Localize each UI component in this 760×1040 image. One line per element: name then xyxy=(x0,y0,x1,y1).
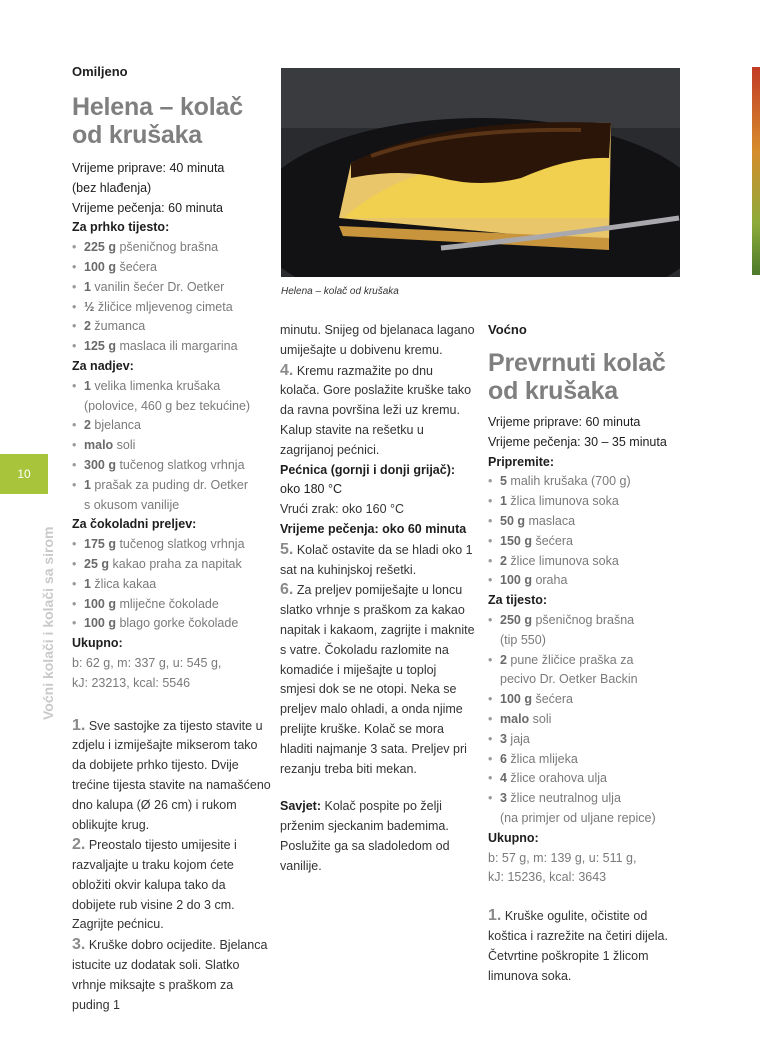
step-text: Kremu razmažite po dnu kolača. Gore poslažite kruške tako da ravna površina leži uz kremu. Kalup stavite na rešetku u zagrijanoj pećnici. xyxy=(280,363,472,457)
ingredient-text: pšeničnog brašna xyxy=(531,612,635,627)
ingredient-text: maslaca ili margarina xyxy=(115,339,238,354)
ingredient-item xyxy=(488,512,680,532)
ingredient-item xyxy=(72,476,272,516)
ingredient-item xyxy=(488,750,680,770)
ingredient-item xyxy=(488,730,680,750)
ingredient-amount: 100 g xyxy=(500,573,532,588)
recipe1-bake-time: Vrijeme pečenja: 60 minuta xyxy=(72,200,224,215)
ingredient-amount: 2 xyxy=(500,652,507,667)
ingredient-amount: 125 g xyxy=(84,339,116,354)
recipe1-group3-title: Za čokoladni preljev: xyxy=(72,517,197,532)
ingredient-text: žličice mljevenog cimeta xyxy=(94,299,233,314)
step-number: 2. xyxy=(72,836,86,854)
recipe1-total-line1: b: 62 g, m: 337 g, u: 545 g, xyxy=(72,655,222,670)
recipe1-prep-note: (bez hlađenja) xyxy=(72,180,152,195)
ingredient-note: (na primjer od uljane repice) xyxy=(500,810,656,825)
ingredient-amount: 1 xyxy=(84,576,91,591)
ingredient-text: žlice limunova soka xyxy=(506,553,619,568)
ingredient-item xyxy=(488,789,680,829)
recipe2-group1-list xyxy=(488,472,680,591)
recipe1-total-title: Ukupno: xyxy=(72,636,123,651)
ingredient-item xyxy=(72,555,272,575)
ingredient-amount: 2 xyxy=(84,418,91,433)
recipe1-step1 xyxy=(72,716,272,836)
step-number: 5. xyxy=(280,540,294,558)
recipe1-steps-col1 xyxy=(72,716,272,1016)
ingredient-item xyxy=(488,611,680,651)
step-number: 6. xyxy=(280,581,294,599)
ingredient-text: pune žličice praška za xyxy=(506,652,634,667)
step-number: 1. xyxy=(72,716,86,734)
oven-setting-3: Vrući zrak: oko 160 °C xyxy=(280,502,405,517)
ingredient-text: soli xyxy=(113,438,136,453)
ingredient-amount: 3 xyxy=(500,731,507,746)
recipe2-title-line1: Prevrnuti kolač xyxy=(488,349,666,377)
ingredient-amount: 1 xyxy=(500,494,507,509)
recipe1-step5 xyxy=(280,540,475,581)
recipe1-group2-list xyxy=(72,377,272,516)
recipe1-total-line2: kJ: 23213, kcal: 5546 xyxy=(72,675,191,690)
recipe2-column xyxy=(488,322,680,986)
recipe1-eyebrow: Omiljeno xyxy=(72,64,128,79)
cake-photo xyxy=(281,68,680,277)
ingredient-amount: 175 g xyxy=(84,537,116,552)
ingredient-item xyxy=(72,614,272,634)
step-text: Kruške ogulite, očistite od koštica i razrežite na četiri dijela. Četvrtine poškropite 1 žlicom limunova soka. xyxy=(488,909,668,983)
ingredient-text: maslaca xyxy=(525,513,576,528)
ingredient-text: soli xyxy=(529,711,552,726)
ingredient-text: vanilin šećer Dr. Oetker xyxy=(90,279,225,294)
step-text: Kolač ostavite da se hladi oko 1 sat na kuhinjskoj rešetki. xyxy=(280,542,473,577)
ingredient-amount: malo xyxy=(500,711,530,726)
oven-setting-2: oko 180 °C xyxy=(280,482,342,497)
ingredient-item xyxy=(488,710,680,730)
ingredient-amount: 225 g xyxy=(84,240,116,255)
ingredient-item xyxy=(72,278,272,298)
step-text: Kruške dobro ocijedite. Bjelanca istucite uz dodatak soli. Slatko vrhnje miksajte s praškom za puding 1 xyxy=(72,938,268,1012)
ingredient-amount: 150 g xyxy=(500,533,532,548)
ingredient-text: žumanca xyxy=(90,319,146,334)
ingredient-item xyxy=(72,317,272,337)
ingredient-text: kakao praha za napitak xyxy=(109,556,242,571)
ingredient-amount: 2 xyxy=(84,319,91,334)
ingredient-note: (polovice, 460 g bez tekućine) xyxy=(84,398,251,413)
recipe1-group2-title: Za nadjev: xyxy=(72,358,134,373)
page-number: 10 xyxy=(17,467,31,481)
recipe2-total-line1: b: 57 g, m: 139 g, u: 511 g, xyxy=(488,850,637,865)
ingredient-text: malih krušaka (700 g) xyxy=(506,474,631,489)
recipe2-group2-list xyxy=(488,611,680,829)
ingredient-text: velika limenka krušaka xyxy=(90,378,221,393)
ingredient-item xyxy=(488,472,680,492)
ingredient-text: žlice neutralnog ulja xyxy=(506,791,621,806)
ingredient-amount: 1 xyxy=(84,477,91,492)
ingredient-text: bjelanca xyxy=(90,418,141,433)
ingredient-amount: 4 xyxy=(500,771,507,786)
ingredient-item xyxy=(488,571,680,591)
ingredient-amount: 300 g xyxy=(84,457,116,472)
tip-text: Kolač pospite po želji prženim sjeckanim bademima. Poslužite ga sa sladoledom od vanilije. xyxy=(280,799,450,873)
recipe2-prep-time: Vrijeme priprave: 60 minuta xyxy=(488,415,641,429)
recipe1-group3-list xyxy=(72,535,272,634)
ingredient-item xyxy=(72,595,272,615)
ingredient-text: oraha xyxy=(531,573,568,588)
recipe1-times xyxy=(72,159,272,694)
ingredient-item xyxy=(72,416,272,436)
ingredient-item xyxy=(488,651,680,691)
ingredient-item xyxy=(72,337,272,357)
ingredient-amount: 100 g xyxy=(84,596,116,611)
recipe2-eyebrow: Voćno xyxy=(488,322,527,337)
step-number: 4. xyxy=(280,361,294,379)
ingredient-item xyxy=(488,552,680,572)
oven-setting-1: Pećnica (gornji i donji grijač): xyxy=(280,462,456,477)
ingredient-amount: ½ xyxy=(84,299,95,314)
ingredient-item xyxy=(488,769,680,789)
recipe1-group1-list xyxy=(72,238,272,357)
ingredient-amount: 1 xyxy=(84,279,91,294)
recipe2-total-title: Ukupno: xyxy=(488,830,539,845)
ingredient-item xyxy=(72,238,272,258)
ingredient-text: jaja xyxy=(506,731,530,746)
ingredient-item xyxy=(72,377,272,417)
pear-cake-illustration xyxy=(281,68,680,277)
ingredient-amount: 5 xyxy=(500,474,507,489)
recipe1-title xyxy=(72,93,272,149)
recipe1-step3 xyxy=(72,935,272,1015)
ingredient-item xyxy=(72,436,272,456)
ingredient-text: šećera xyxy=(531,533,573,548)
ingredient-text: tučenog slatkog vrhnja xyxy=(115,457,245,472)
ingredient-text: pšeničnog brašna xyxy=(115,240,219,255)
ingredient-text: žlica limunova soka xyxy=(506,494,619,509)
recipe1-step6 xyxy=(280,580,475,779)
ingredient-text: žlica kakaa xyxy=(90,576,157,591)
ingredient-note: (tip 550) xyxy=(500,632,546,647)
recipe1-prep-time: Vrijeme priprave: 40 minuta xyxy=(72,161,225,175)
recipe2-bake-time: Vrijeme pečenja: 30 – 35 minuta xyxy=(488,434,667,449)
ingredient-item xyxy=(72,298,272,318)
recipe1-title-line1: Helena – kolač xyxy=(72,93,243,121)
photo-caption: Helena – kolač od krušaka xyxy=(281,286,399,297)
ingredient-amount: malo xyxy=(84,438,114,453)
ingredient-text: šećera xyxy=(115,259,157,274)
ingredient-amount: 6 xyxy=(500,751,507,766)
ingredient-amount: 250 g xyxy=(500,612,532,627)
step-number: 3. xyxy=(72,936,86,954)
ingredient-text: tučenog slatkog vrhnja xyxy=(115,537,245,552)
recipe1-tip xyxy=(280,797,475,876)
ingredient-amount: 100 g xyxy=(84,259,116,274)
ingredient-amount: 25 g xyxy=(84,556,110,571)
recipe1-steps-col2 xyxy=(280,321,475,877)
ingredient-amount: 1 xyxy=(84,378,91,393)
recipe1-group1-title: Za prhko tijesto: xyxy=(72,220,170,235)
ingredient-item xyxy=(488,690,680,710)
step-text: Preostalo tijesto umijesite i razvaljajte u traku kojom ćete obložiti okvir kalupa tako da dobijete rub visine 2 do 3 cm. Zagrijte pećnicu. xyxy=(72,838,237,932)
tip-label: Savjet: xyxy=(280,799,321,814)
recipe1-step4 xyxy=(280,361,475,461)
recipe2-group1-title: Pripremite: xyxy=(488,454,554,469)
step-number: 1. xyxy=(488,907,502,925)
ingredient-item xyxy=(72,575,272,595)
step-text: Sve sastojke za tijesto stavite u zdjelu i izmiješajte mikserom tako da dobijete prhko tijesto. Dvije trećine tijesta stavite na namašćeno dno kalupa (Ø 26 cm) i rukom oblikujte krug. xyxy=(72,718,271,832)
adjacent-page-image-edge xyxy=(752,67,760,275)
ingredient-amount: 100 g xyxy=(84,616,116,631)
ingredient-text: blago gorke čokolade xyxy=(115,616,239,631)
recipe2-step1 xyxy=(488,906,680,986)
recipe2-title xyxy=(488,349,680,405)
recipe1-step2 xyxy=(72,835,272,935)
recipe1-title-line2: od krušaka xyxy=(72,121,203,149)
ingredient-text: prašak za puding dr. Oetker xyxy=(90,477,248,492)
ingredient-text: šećera xyxy=(531,692,573,707)
oven-setting-4: Vrijeme pečenja: oko 60 minuta xyxy=(280,521,467,536)
ingredient-item xyxy=(488,492,680,512)
ingredient-amount: 2 xyxy=(500,553,507,568)
recipe1-column xyxy=(72,64,272,1015)
recipe2-details xyxy=(488,413,680,888)
ingredient-note: pecivo Dr. Oetker Backin xyxy=(500,672,638,687)
ingredient-item xyxy=(72,258,272,278)
ingredient-text: mliječne čokolade xyxy=(115,596,219,611)
page-number-tab xyxy=(0,454,48,494)
ingredient-amount: 50 g xyxy=(500,513,526,528)
ingredient-amount: 3 xyxy=(500,791,507,806)
section-label: Voćni kolači i kolači sa sirom xyxy=(40,526,56,720)
recipe2-total-line2: kJ: 15236, kcal: 3643 xyxy=(488,870,607,885)
recipe2-group2-title: Za tijesto: xyxy=(488,593,548,608)
ingredient-text: žlica mlijeka xyxy=(506,751,578,766)
recipe1-step3-continued: minutu. Snijeg od bjelanaca lagano umiješajte u dobivenu kremu. xyxy=(280,323,475,357)
recipe2-title-line2: od krušaka xyxy=(488,377,619,405)
ingredient-item xyxy=(72,535,272,555)
ingredient-text: žlice orahova ulja xyxy=(506,771,608,786)
ingredient-item xyxy=(72,456,272,476)
ingredient-note: s okusom vanilije xyxy=(84,497,180,512)
step-text: Za preljev pomiješajte u loncu slatko vrhnje s praškom za kakao napitak i kakaom, zagrijte i maknite s vatre. Čokoladu razlomite na komadiće i miješajte u toploj smjesi dok se ne otopi. Neka se preljev malo ohladi, a onda njime prelijte kruške. Kolač se mora hladiti najmanje 3 sata. Preljev pri rezanju treba biti mekan. xyxy=(280,583,475,776)
ingredient-amount: 100 g xyxy=(500,692,532,707)
ingredient-item xyxy=(488,532,680,552)
